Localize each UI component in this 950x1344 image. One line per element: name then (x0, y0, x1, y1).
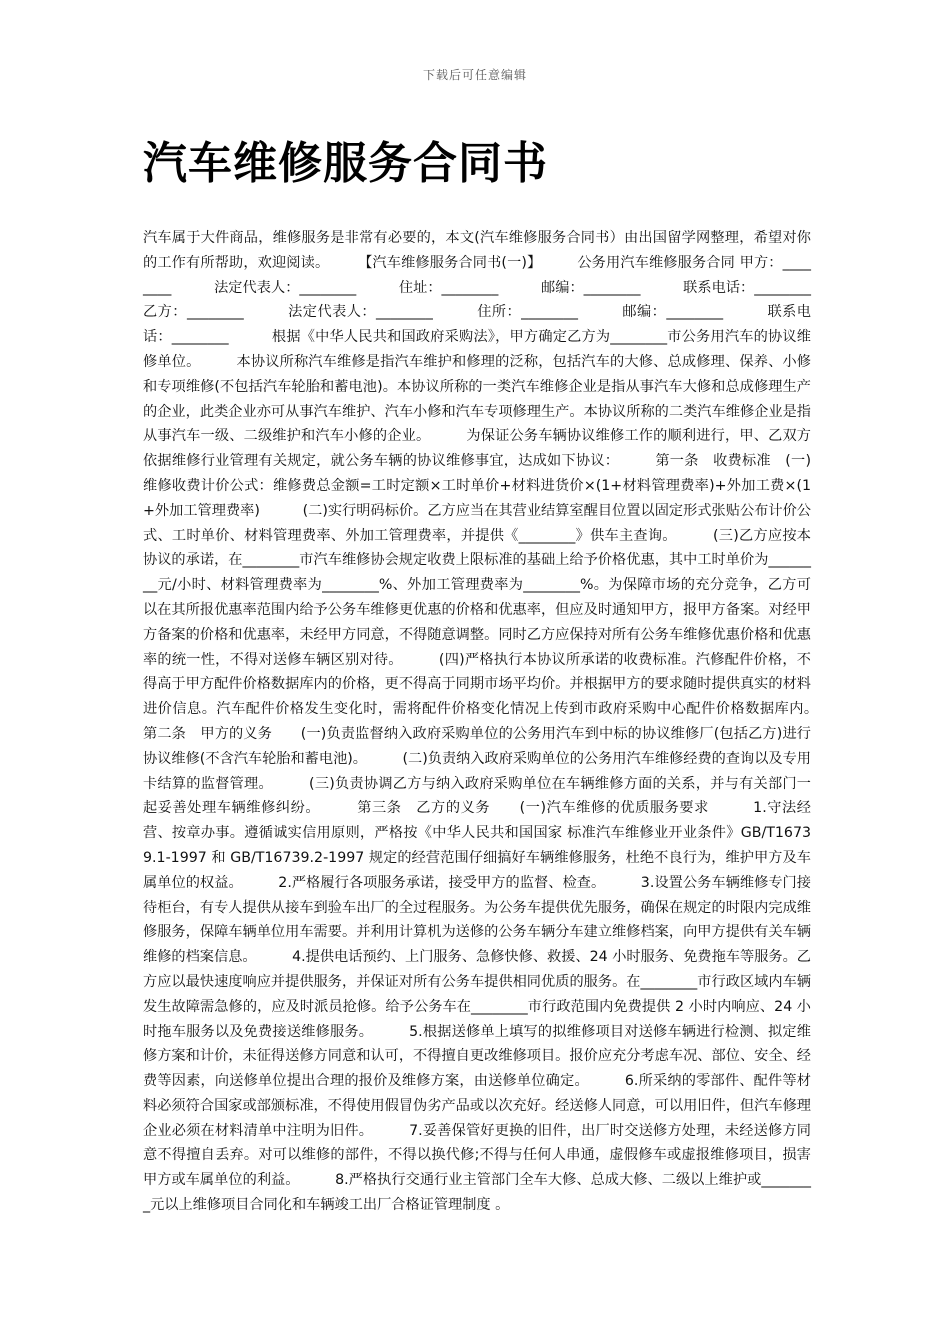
header-note: 下载后可任意编辑 (422, 68, 527, 82)
document-title: 汽车维修服务合同书 (143, 138, 548, 189)
document-body: 汽车属于大件商品，维修服务是非常有必要的，本文(汽车维修服务合同书）由出国留学网整理，希望对你的工作有所帮助，欢迎阅读。 【汽车维修服务合同书(一)】 公务用汽车维修服务合同 甲方：________ 法定代表人：________ 住址：________ 邮编：________ 联系电话：________乙方：________ 法定代表人：________ 住所：________ 邮编：________ 联系电话：________ 根据《中华人民共和国政府采购法》，甲方确定乙方为________市公务用汽车的协议维修单位。 本协议所称汽车维修是指汽车维护和修理的泛称，包括汽车的大修、总成修理、保养、小修和专项维修(不包括汽车轮胎和蓄电池)。本协议所称的一类汽车维修企业是指从事汽车大修和总成修理生产的企业，此类企业亦可从事汽车维护、汽车小修和汽车专项修理生产。本协议所称的二类汽车维修企业是指从事汽车一级、二级维护和汽车小修的企业。 为保证公务车辆协议维修工作的顺利进行，甲、乙双方依据维修行业管理有关规定，就公务车辆的协议维修事宜，达成如下协议： 第一条 收费标准 (一)维修收费计价公式：维修费总金额=工时定额×工时单价+材料进货价×(1+材料管理费率)+外加工费×(1+外加工管理费率) (二)实行明码标价。乙方应当在其营业结算室醒目位置以固定形式张贴公布计价公式、工时单价、材料管理费率、外加工管理费率，并提供《________》供车主查询。 (三)乙方应按本协议的承诺，在________市汽车维修协会规定收费上限标准的基础上给予价格优惠，其中工时单价为________元/小时、材料管理费率为________%、外加工管理费率为________%。为保障市场的充分竞争，乙方可以在其所报优惠率范围内给予公务车维修更优惠的价格和优惠率，但应及时通知甲方，报甲方备案。对经甲方备案的价格和优惠率，未经甲方同意，不得随意调整。同时乙方应保持对所有公务车维修优惠价格和优惠率的统一性，不得对送修车辆区别对待。 (四)严格执行本协议所承诺的收费标准。汽修配件价格，不得高于甲方配件价格数据库内的价格，更不得高于同期市场平均价。并根据甲方的要求随时提供真实的材料进价信息。汽车配件价格发生变化时，需将配件价格变化情况上传到市政府采购中心配件价格数据库内。 第二条 甲方的义务 (一)负责监督纳入政府采购单位的公务用汽车到中标的协议维修厂(包括乙方)进行协议维修(不含汽车轮胎和蓄电池)。 (二)负责纳入政府采购单位的公务用汽车维修经费的查询以及专用卡结算的监督管理。 (三)负责协调乙方与纳入政府采购单位在车辆维修方面的关系，并与有关部门一起妥善处理车辆维修纠纷。 第三条 乙方的义务 (一)汽车维修的优质服务要求 1.守法经营、按章办事。遵循诚实信用原则，严格按《中华人民共和国国家 标准汽车维修业开业条件》GB/T16739.1-1997 和 GB/T16739.2-1997 规定的经营范围仔细搞好车辆维修服务，杜绝不良行为，维护甲方及车属单位的权益。 2.严格履行各项服务承诺，接受甲方的监督、检查。 3.设置公务车辆维修专门接待柜台，有专人提供从接车到验车出厂的全过程服务。为公务车提供优先服务，确保在规定的时限内完成维修服务，保障车辆单位用车需要。并利用计算机为送修的公务车辆分车建立维修档案，向甲方提供有关车辆维修的档案信息。 4.提供电话预约、上门服务、急修快修、救援、24 小时服务、免费拖车等服务。乙方应以最快速度响应并提供服务，并保证对所有公务车提供相同优质的服务。在________市行政区域内车辆发生故障需急修的，应及时派员抢修。给予公务车在________市行政范围内免费提供 2 小时内响应、24 小时拖车服务以及免费接送维修服务。 5.根据送修单上填写的拟维修项目对送修车辆进行检测、拟定维修方案和计价，未征得送修方同意和认可，不得擅自更改维修项目。报价应充分考虑车况、部位、安全、经费等因素，向送修单位提出合理的报价及维修方案，由送修单位确定。 6.所采纳的零部件、配件等材料必须符合国家或部颁标准，不得使用假冒伪劣产品或以次充好。经送修人同意，可以用旧件，但汽车修理企业必须在材料清单中注明为旧件。 7.妥善保管好更换的旧件，出厂时交送修方处理，未经送修方同意不得擅自丢弃。对可以维修的部件，不得以换代修;不得与任何人串通，虚假修车或虚报维修项目，损害甲方或车属单位的利益。 8.严格执行交通行业主管部门全车大修、总成大修、二级以上维护或________元以上维修项目合同化和车辆竣工出厂合格证管理制度 。 (143, 230, 854, 1214)
